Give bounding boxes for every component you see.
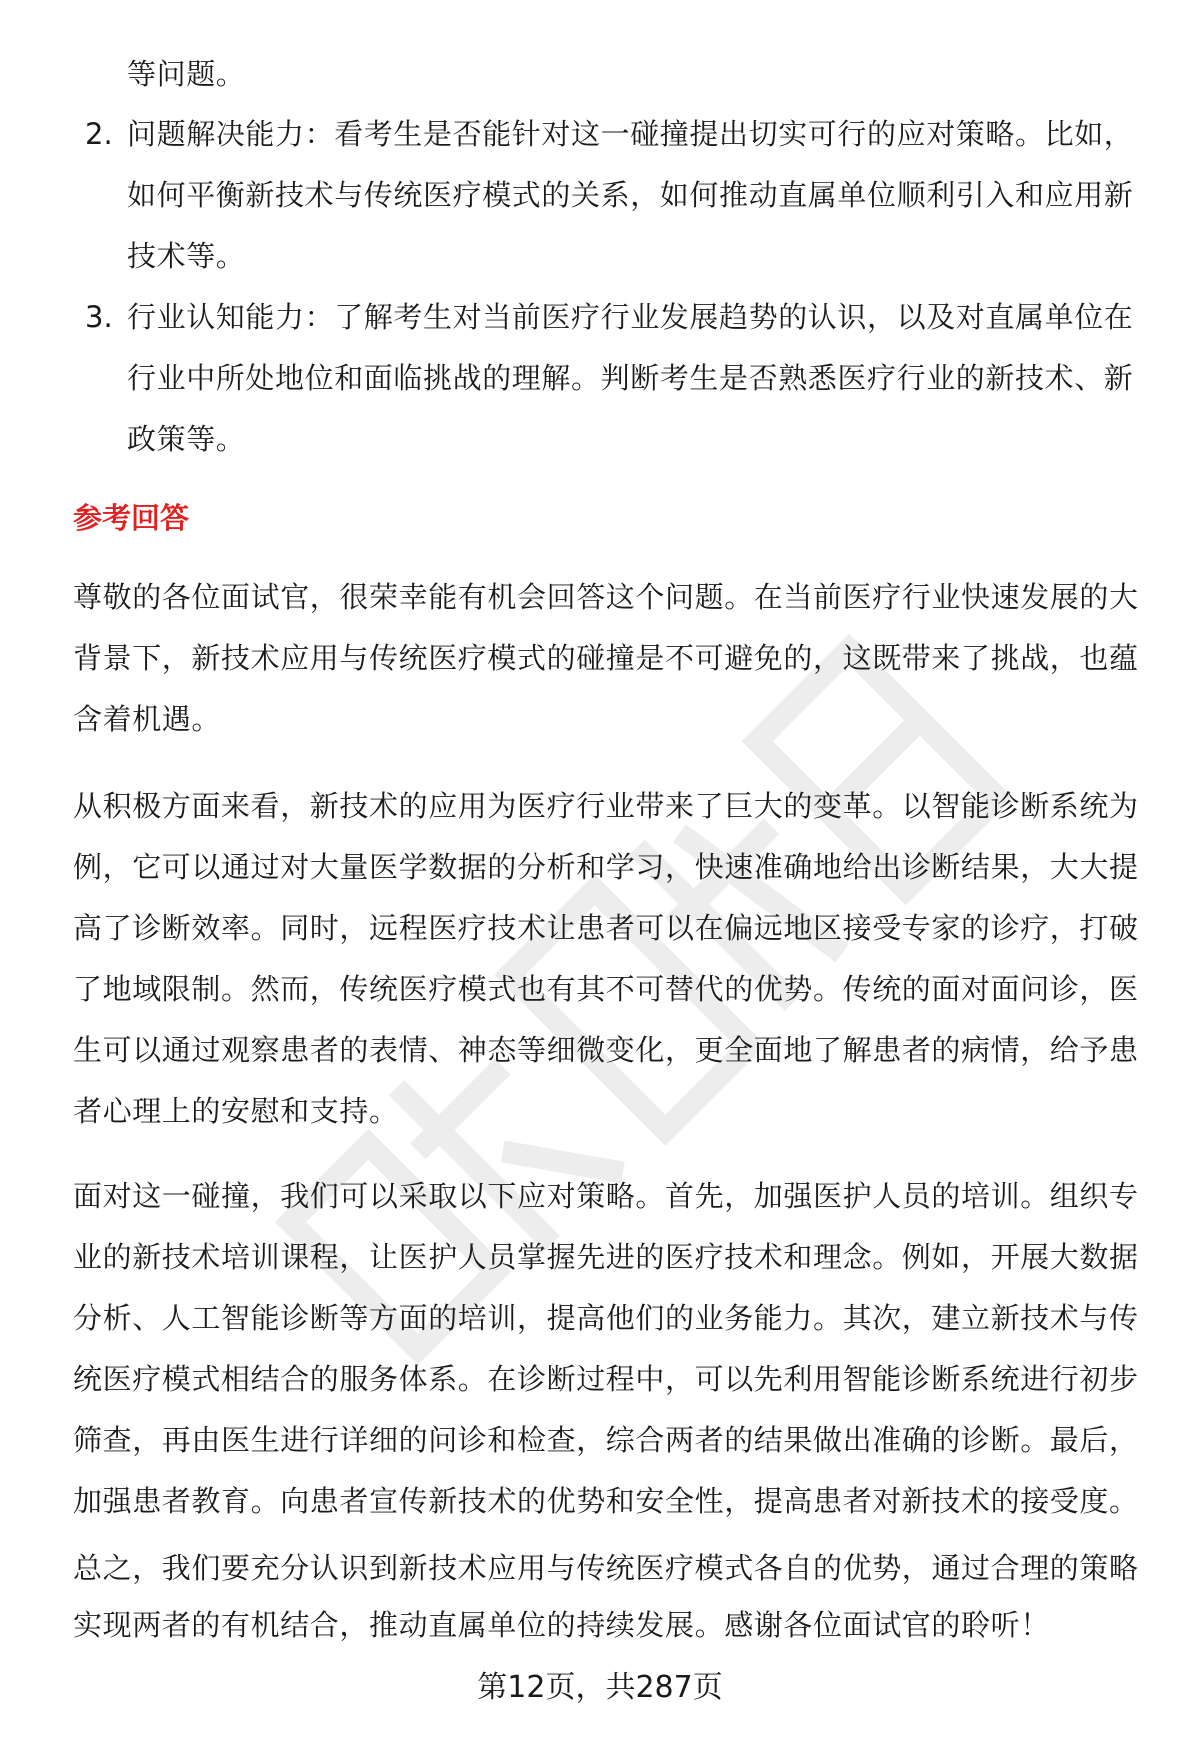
list-number: 3. xyxy=(85,300,113,334)
paragraph-line: 高了诊断效率。同时，远程医疗技术让患者可以在偏远地区接受专家的诊疗，打破 xyxy=(73,911,1139,945)
paragraph-line: 业的新技术培训课程，让医护人员掌握先进的医疗技术和理念。例如，开展大数据 xyxy=(73,1240,1139,1274)
paragraph-line: 例，它可以通过对大量医学数据的分析和学习，快速准确地给出诊断结果，大大提 xyxy=(73,850,1139,884)
paragraph-line: 面对这一碰撞，我们可以采取以下应对策略。首先，加强医护人员的培训。组织专 xyxy=(73,1179,1139,1213)
paragraph-line: 从积极方面来看，新技术的应用为医疗行业带来了巨大的变革。以智能诊断系统为 xyxy=(73,789,1139,823)
paragraph-line: 统医疗模式相结合的服务体系。在诊断过程中，可以先利用智能诊断系统进行初步 xyxy=(73,1362,1139,1396)
paragraph-line: 了地域限制。然而，传统医疗模式也有其不可替代的优势。传统的面对面问诊，医 xyxy=(73,972,1139,1006)
list-item-line: 行业认知能力：了解考生对当前医疗行业发展趋势的认识，以及对直属单位在 xyxy=(127,300,1134,334)
list-item-line: 问题解决能力：看考生是否能针对这一碰撞提出切实可行的应对策略。比如， xyxy=(127,117,1134,151)
list-item-line: 如何平衡新技术与传统医疗模式的关系，如何推动直属单位顺利引入和应用新 xyxy=(127,178,1134,212)
paragraph-line: 实现两者的有机结合，推动直属单位的持续发展。感谢各位面试官的聆听！ xyxy=(73,1608,1050,1642)
paragraph-line: 生可以通过观察患者的表情、神态等细微变化，更全面地了解患者的病情，给予患 xyxy=(73,1033,1139,1067)
page-number: 第12页，共287页 xyxy=(477,1670,723,1705)
top-fragment: 等问题。 xyxy=(127,57,246,91)
paragraph-line: 筛查，再由医生进行详细的问诊和检查，综合两者的结果做出准确的诊断。最后， xyxy=(73,1423,1139,1457)
list-number: 2. xyxy=(85,117,113,151)
paragraph-line: 背景下，新技术应用与传统医疗模式的碰撞是不可避免的，这既带来了挑战，也蕴 xyxy=(73,641,1139,675)
paragraph-line: 含着机遇。 xyxy=(73,702,222,736)
paragraph-line: 加强患者教育。向患者宣传新技术的优势和安全性，提高患者对新技术的接受度。 xyxy=(73,1484,1139,1518)
section-heading: 参考回答 xyxy=(73,501,190,535)
paragraph-line: 者心理上的安慰和支持。 xyxy=(73,1094,399,1128)
paragraph-line: 尊敬的各位面试官，很荣幸能有机会回答这个问题。在当前医疗行业快速发展的大 xyxy=(73,580,1139,614)
list-item-line: 技术等。 xyxy=(127,239,246,273)
list-item-line: 政策等。 xyxy=(127,422,246,456)
paragraph-line: 分析、人工智能诊断等方面的培训，提高他们的业务能力。其次，建立新技术与传 xyxy=(73,1301,1139,1335)
list-item-line: 行业中所处地位和面临挑战的理解。判断考生是否熟悉医疗行业的新技术、新 xyxy=(127,361,1134,395)
paragraph-line: 总之，我们要充分认识到新技术应用与传统医疗模式各自的优势，通过合理的策略 xyxy=(73,1551,1139,1585)
